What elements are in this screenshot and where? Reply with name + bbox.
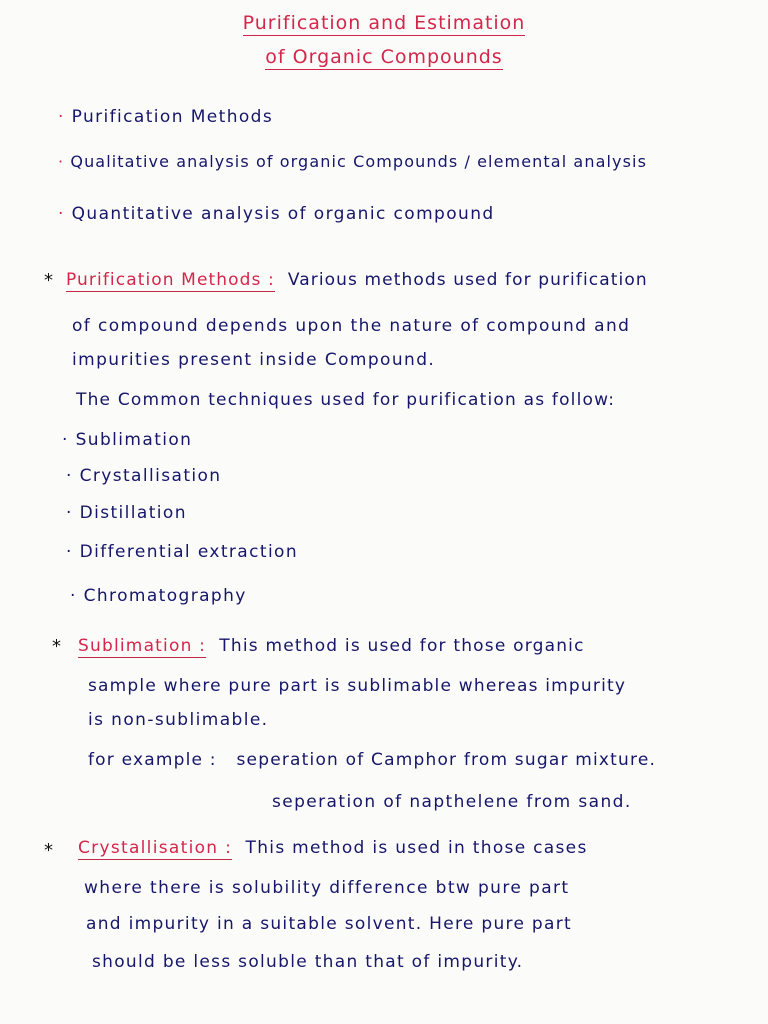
crystallisation-line-4: should be less soluble than that of impurity. bbox=[92, 952, 524, 972]
purification-heading: Purification Methods : bbox=[66, 270, 275, 290]
sublimation-heading: Sublimation : bbox=[78, 636, 207, 656]
crystallisation-line-2: where there is solubility difference btw pure part bbox=[84, 878, 570, 898]
crystallisation-heading: Crystallisation : bbox=[78, 838, 233, 858]
sublimation-example-2: seperation of napthelene from sand. bbox=[272, 792, 632, 812]
star-bullet: * bbox=[44, 270, 53, 291]
sublimation-line-2: sample where pure part is sublimable whereas impurity bbox=[88, 676, 627, 696]
title-line-1: Purification and Estimation bbox=[242, 12, 526, 34]
technique-item-1: · Sublimation bbox=[62, 430, 193, 450]
purification-line-1: Purification Methods : Various methods used for purification bbox=[66, 270, 648, 290]
crystallisation-line-1: Crystallisation : This method is used in those cases bbox=[78, 838, 588, 858]
sublimation-line-1: Sublimation : This method is used for those organic bbox=[78, 636, 585, 656]
sublimation-line-3: is non-sublimable. bbox=[88, 710, 269, 730]
technique-item-2: · Crystallisation bbox=[66, 466, 222, 486]
star-bullet: * bbox=[52, 636, 61, 657]
technique-item-5: · Chromatography bbox=[70, 586, 247, 606]
crystallisation-line-3: and impurity in a suitable solvent. Here pure part bbox=[86, 914, 572, 934]
technique-item-4: · Differential extraction bbox=[66, 542, 299, 562]
title-line-2: of Organic Compounds bbox=[265, 46, 503, 68]
purification-line-2: of compound depends upon the nature of compound and bbox=[72, 316, 631, 336]
sublimation-example-1: for example : seperation of Camphor from sugar mixture. bbox=[88, 750, 657, 770]
overview-item-1: · Purification Methods bbox=[58, 107, 274, 127]
overview-item-3: · Quantitative analysis of organic compound bbox=[58, 204, 495, 224]
overview-item-2: · Qualitative analysis of organic Compounds / elemental analysis bbox=[58, 152, 648, 171]
purification-line-3: impurities present inside Compound. bbox=[72, 350, 436, 370]
star-bullet: * bbox=[44, 840, 53, 861]
technique-item-3: · Distillation bbox=[66, 503, 187, 523]
purification-line-4: The Common techniques used for purification as follow: bbox=[76, 390, 616, 410]
